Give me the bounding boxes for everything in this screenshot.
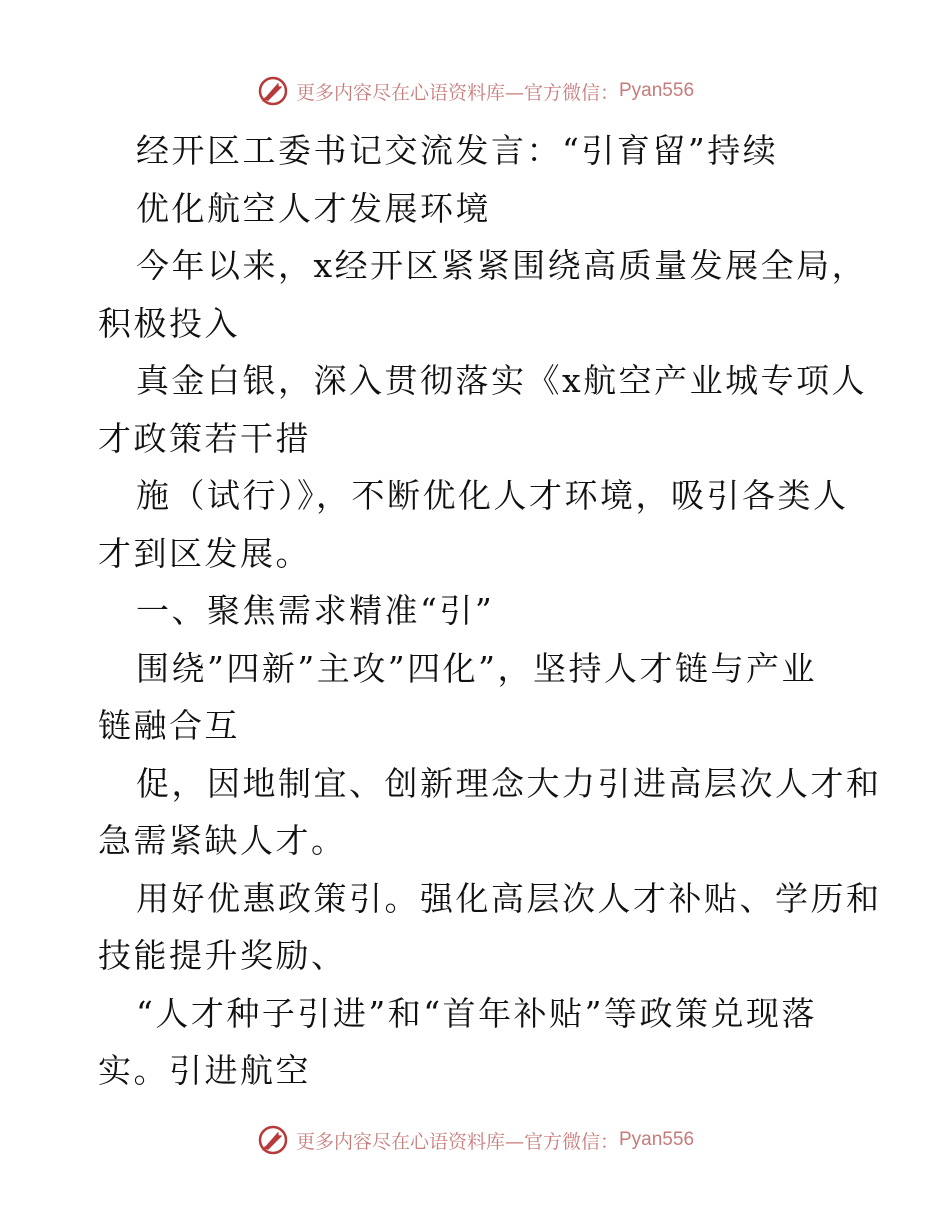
text-line: 经开区工委书记交流发言：“引育留”持续: [136, 131, 779, 170]
text-line: 急需紧缺人才。: [98, 821, 347, 860]
text-line: “人才种子引进”和“首年补贴”等政策兑现落: [136, 993, 817, 1033]
text-line: 今年以来，x经开区紧紧围绕高质量发展全局，: [136, 246, 868, 285]
text-line: 围绕”四新”主攻”四化”，坚持人才链与产业: [136, 648, 817, 688]
text-line: 链融合互: [98, 706, 240, 745]
text-line: 才政策若干措: [98, 418, 311, 458]
text-line: 优化航空人才发展环境: [136, 188, 491, 228]
text-line: 一、聚焦需求精准“引”: [136, 591, 495, 630]
watermark-account: Pyan556: [619, 1129, 695, 1150]
text-line: 用好优惠政策引。强化高层次人才补贴、学历和: [136, 878, 882, 918]
text-line: 才到区发展。: [98, 533, 311, 573]
text-line: 真金白银，深入贯彻落实《x航空产业城专项人: [136, 361, 868, 400]
watermark-text: 更多内容尽在心语资料库—官方微信：: [295, 81, 619, 104]
header-watermark: [0, 71, 950, 111]
text-line: 技能提升奖励、: [98, 936, 347, 975]
footer-watermark: [0, 1120, 950, 1160]
text-line: 积极投入: [98, 303, 240, 343]
pen-nib-logo-icon: [256, 1123, 290, 1157]
watermark-text: 更多内容尽在心语资料库—官方微信：: [295, 1130, 619, 1153]
watermark-account: Pyan556: [619, 80, 695, 101]
text-line: 促，因地制宜、创新理念大力引进高层次人才和: [136, 763, 882, 803]
document-body: [98, 122, 882, 1100]
pen-nib-logo-icon: [256, 74, 290, 108]
text-line: 实。引进航空: [98, 1051, 311, 1090]
text-line: 施（试行）》，不断优化人才环境，吸引各类人: [136, 476, 849, 515]
